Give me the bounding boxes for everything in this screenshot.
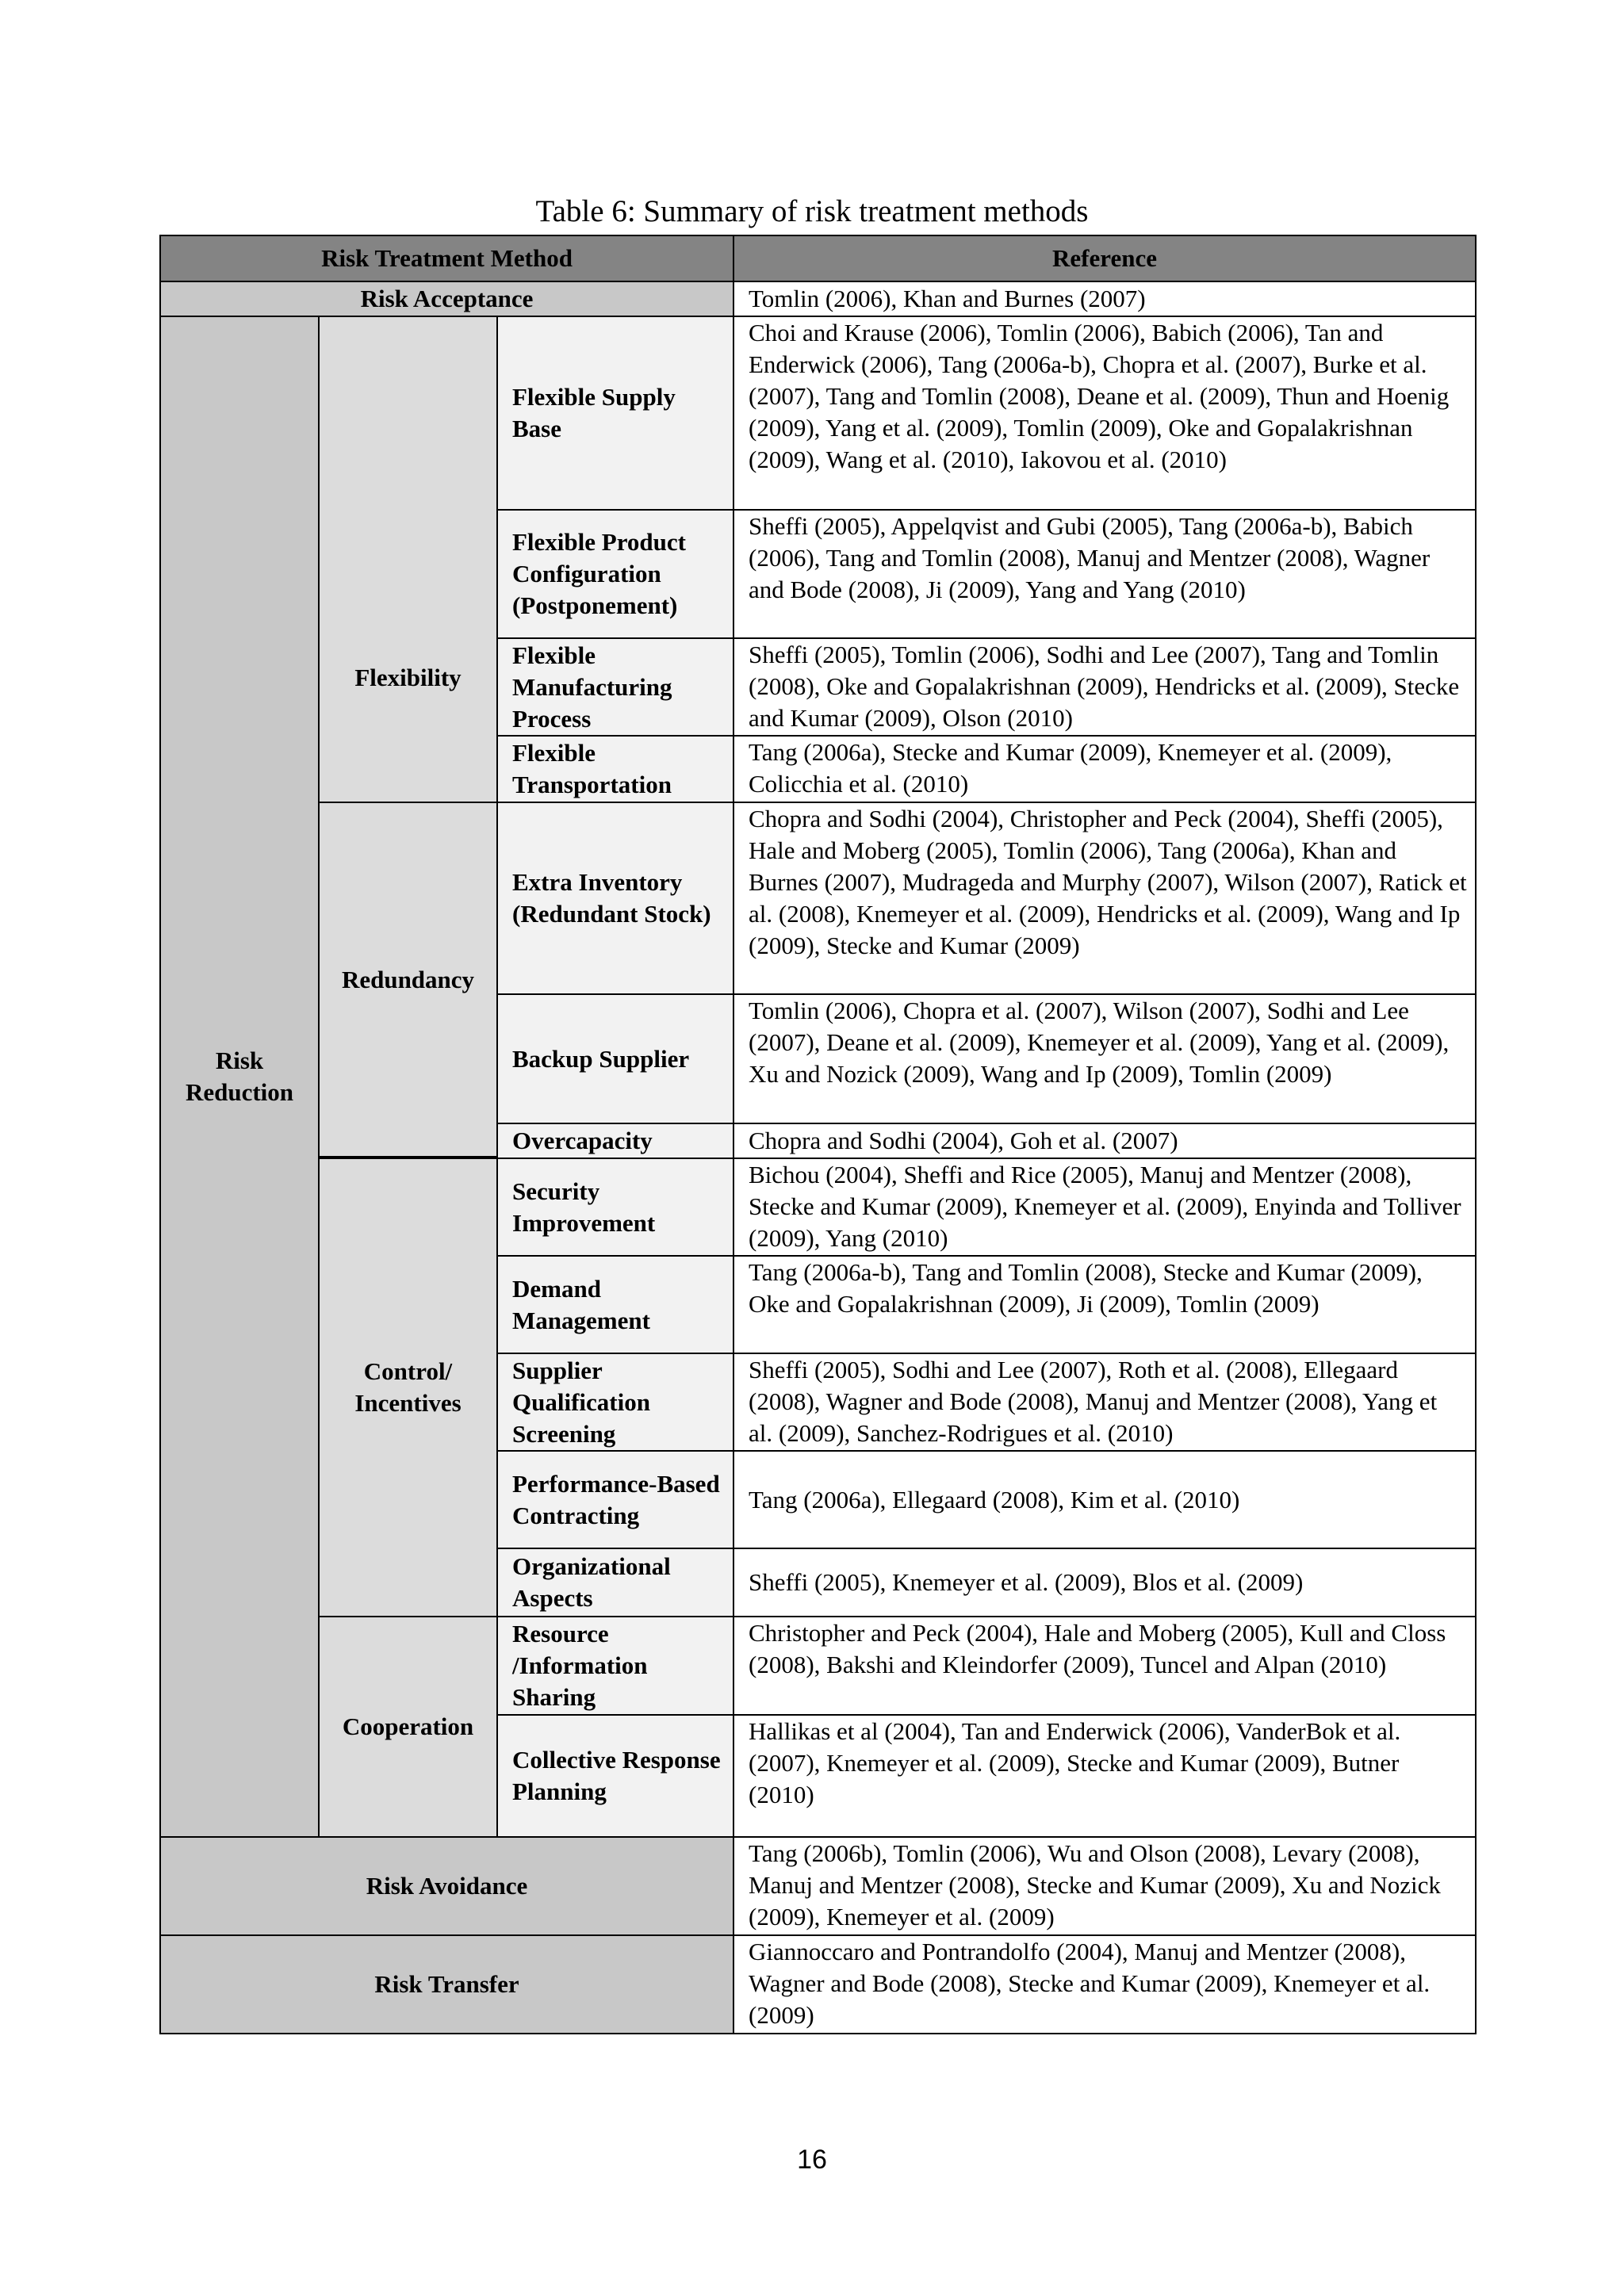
flexibility-text: Flexibility bbox=[354, 664, 462, 691]
overcapacity-label: Overcapacity bbox=[496, 1123, 734, 1159]
organizational-aspects-reference: Sheffi (2005), Knemeyer et al. (2009), Blos et al. (2009) bbox=[733, 1548, 1477, 1617]
risk-treatment-table bbox=[159, 235, 1477, 2029]
cooperation-text: Cooperation bbox=[342, 1712, 474, 1740]
redundancy-text: Redundancy bbox=[341, 965, 475, 993]
page-number: 16 bbox=[797, 2145, 827, 2175]
risk-transfer-label: Risk Transfer bbox=[159, 1934, 734, 2034]
flexible-product-configuration-label: Flexible Product Configuration (Postponement) bbox=[496, 509, 734, 639]
risk-acceptance-reference: Tomlin (2006), Khan and Burnes (2007) bbox=[733, 281, 1477, 317]
supplier-qualification-label: Supplier Qualification Screening bbox=[496, 1353, 734, 1452]
risk-transfer-reference: Giannoccaro and Pontrandolfo (2004), Manuj and Mentzer (2008), Wagner and Bode (2008), Stecke and Kumar (2009), Knemeyer et al. (2009) bbox=[733, 1934, 1477, 2034]
supplier-qualification-reference: Sheffi (2005), Sodhi and Lee (2007), Roth et al. (2008), Ellegaard (2008), Wagner and Bode (2008), Manuj and Mentzer (2008), Yang et al. (2009), Sanchez-Rodrigues et al. (2010) bbox=[733, 1353, 1477, 1452]
flexible-supply-base-label: Flexible Supply Base bbox=[496, 316, 734, 511]
header-method: Risk Treatment Method bbox=[159, 235, 734, 282]
header-reference: Reference bbox=[733, 235, 1477, 282]
backup-supplier-label: Backup Supplier bbox=[496, 993, 734, 1124]
cooperation-label bbox=[318, 1616, 498, 1838]
demand-management-reference: Tang (2006a-b), Tang and Tomlin (2008), Stecke and Kumar (2009), Oke and Gopalakrishnan (2009), Ji (2009), Tomlin (2009) bbox=[733, 1255, 1477, 1354]
flexible-transportation-label: Flexible Transportation bbox=[496, 735, 734, 803]
flexible-manufacturing-process-reference: Sheffi (2005), Tomlin (2006), Sodhi and Lee (2007), Tang and Tomlin (2008), Oke and Gopalakrishnan (2009), Hendricks et al. (2009), Stecke and Kumar (2009), Olson (2010) bbox=[733, 637, 1477, 737]
overcapacity-reference: Chopra and Sodhi (2004), Goh et al. (2007) bbox=[733, 1123, 1477, 1159]
collective-response-planning-label: Collective Response Planning bbox=[496, 1714, 734, 1838]
performance-based-contracting-label: Performance-Based Contracting bbox=[496, 1450, 734, 1549]
flexible-product-configuration-reference: Sheffi (2005), Appelqvist and Gubi (2005), Tang (2006a-b), Babich (2006), Tang and Tomlin (2008), Manuj and Mentzer (2008), Wagner and Bode (2008), Ji (2009), Yang and Yang (2010) bbox=[733, 509, 1477, 639]
risk-acceptance-label: Risk Acceptance bbox=[159, 281, 734, 317]
risk-avoidance-reference: Tang (2006b), Tomlin (2006), Wu and Olson (2008), Levary (2008), Manuj and Mentzer (2008), Stecke and Kumar (2009), Xu and Nozick (2009), Knemeyer et al. (2009) bbox=[733, 1836, 1477, 1936]
backup-supplier-reference: Tomlin (2006), Chopra et al. (2007), Wilson (2007), Sodhi and Lee (2007), Deane et al. (2009), Knemeyer et al. (2009), Yang et al. (2009), Xu and Nozick (2009), Wang and Ip (2009), Tomlin (2009) bbox=[733, 993, 1477, 1124]
table-caption: Table 6: Summary of risk treatment methods bbox=[535, 194, 1089, 228]
control-incentives-text: Control/ Incentives bbox=[354, 1357, 462, 1417]
performance-based-contracting-reference: Tang (2006a), Ellegaard (2008), Kim et al. (2010) bbox=[733, 1450, 1477, 1549]
resource-information-sharing-label: Resource /Information Sharing bbox=[496, 1616, 734, 1716]
extra-inventory-reference: Chopra and Sodhi (2004), Christopher and Peck (2004), Sheffi (2005), Hale and Moberg (2005), Tomlin (2006), Tang (2006a), Khan and Burnes (2007), Mudrageda and Murphy (2007), Wilson (2007), Ratick et al. (2008), Knemeyer et al. (2009), Hendricks et al. (2009), Wang and Ip (2009), Stecke and Kumar (2009) bbox=[733, 802, 1477, 995]
risk-avoidance-label: Risk Avoidance bbox=[159, 1836, 734, 1936]
extra-inventory-label: Extra Inventory (Redundant Stock) bbox=[496, 802, 734, 995]
security-improvement-label: Security Improvement bbox=[496, 1158, 734, 1257]
security-improvement-reference: Bichou (2004), Sheffi and Rice (2005), Manuj and Mentzer (2008), Stecke and Kumar (2009), Knemeyer et al. (2009), Enyinda and Tolliver (2009), Yang (2010) bbox=[733, 1158, 1477, 1257]
redundancy-label bbox=[318, 802, 498, 1158]
flexible-supply-base-reference: Choi and Krause (2006), Tomlin (2006), Babich (2006), Tan and Enderwick (2006), Tang (2006a-b), Chopra et al. (2007), Burke et al. (2007), Tang and Tomlin (2008), Deane et al. (2009), Thun and Hoenig (2009), Yang et al. (2009), Tomlin (2009), Oke and Gopalakrishnan (2009), Wang et al. (2010), Iakovou et al. (2010) bbox=[733, 316, 1477, 511]
collective-response-planning-reference: Hallikas et al (2004), Tan and Enderwick (2006), VanderBok et al. (2007), Knemeyer et al. (2009), Stecke and Kumar (2009), Butner (2010) bbox=[733, 1714, 1477, 1838]
flexible-manufacturing-process-label: Flexible Manufacturing Process bbox=[496, 637, 734, 737]
demand-management-label: Demand Management bbox=[496, 1255, 734, 1354]
resource-information-sharing-reference: Christopher and Peck (2004), Hale and Moberg (2005), Kull and Closs (2008), Bakshi and Kleindorfer (2009), Tuncel and Alpan (2010) bbox=[733, 1616, 1477, 1716]
risk-reduction-label bbox=[159, 316, 320, 1838]
organizational-aspects-label: Organizational Aspects bbox=[496, 1548, 734, 1617]
control-incentives-label bbox=[318, 1158, 498, 1617]
flexible-transportation-reference: Tang (2006a), Stecke and Kumar (2009), Knemeyer et al. (2009), Colicchia et al. (2010) bbox=[733, 735, 1477, 803]
risk-reduction-text: Risk Reduction bbox=[185, 1047, 294, 1106]
